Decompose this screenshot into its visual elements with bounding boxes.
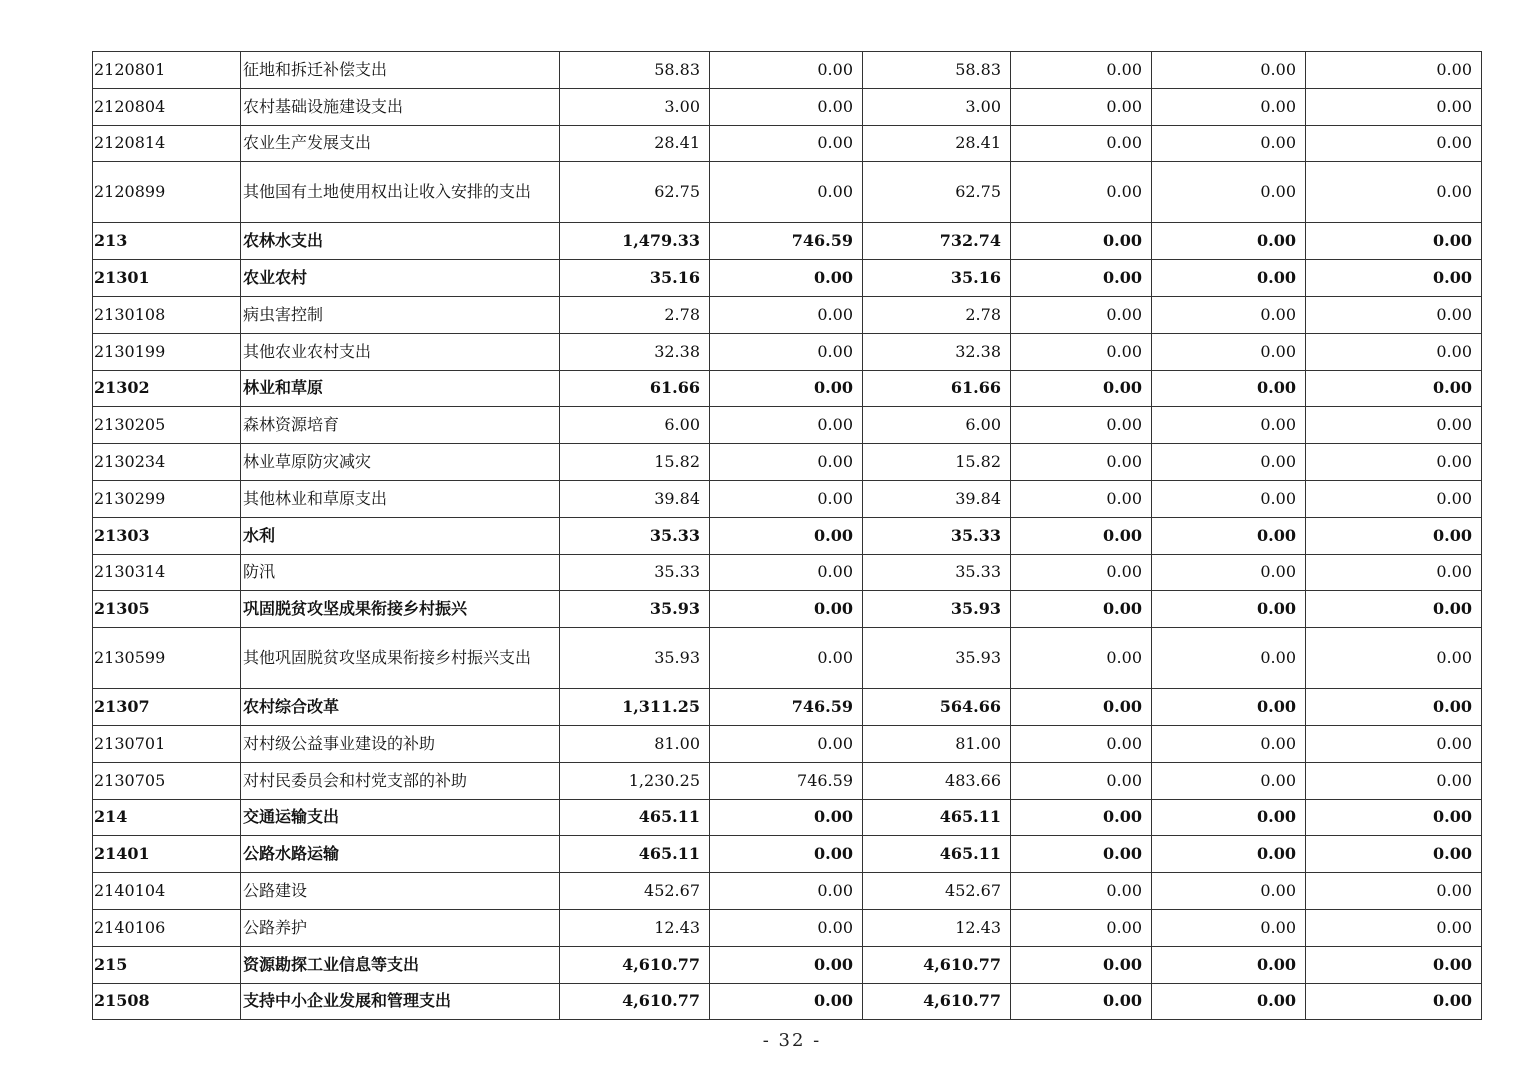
subject-code-cell: 2130199 <box>93 333 241 370</box>
table-row <box>93 554 1482 591</box>
amount-cell: 0.00 <box>710 517 863 554</box>
subject-code-cell: 2130701 <box>93 725 241 762</box>
amount-cell: 0.00 <box>710 554 863 591</box>
amount-cell: 0.00 <box>1011 836 1152 873</box>
table-row <box>93 223 1482 260</box>
amount-cell: 0.00 <box>1011 689 1152 726</box>
amount-cell: 0.00 <box>710 88 863 125</box>
amount-cell: 465.11 <box>560 836 710 873</box>
amount-cell: 0.00 <box>1011 88 1152 125</box>
amount-cell: 39.84 <box>863 480 1011 517</box>
amount-cell: 0.00 <box>710 983 863 1020</box>
subject-code-cell: 21303 <box>93 517 241 554</box>
amount-cell: 0.00 <box>1011 628 1152 689</box>
amount-cell: 452.67 <box>863 873 1011 910</box>
subject-name-cell: 农村基础设施建设支出 <box>241 88 560 125</box>
subject-name-cell: 公路建设 <box>241 873 560 910</box>
document-page <box>92 51 1481 1020</box>
subject-name-cell: 公路养护 <box>241 909 560 946</box>
subject-name-cell: 农业农村 <box>241 260 560 297</box>
amount-cell: 0.00 <box>1011 52 1152 89</box>
amount-cell: 0.00 <box>710 333 863 370</box>
amount-cell: 0.00 <box>1306 909 1482 946</box>
subject-name-cell: 征地和拆迁补偿支出 <box>241 52 560 89</box>
amount-cell: 0.00 <box>1152 836 1306 873</box>
amount-cell: 0.00 <box>1152 407 1306 444</box>
amount-cell: 0.00 <box>1306 836 1482 873</box>
amount-cell: 0.00 <box>710 799 863 836</box>
amount-cell: 0.00 <box>1152 628 1306 689</box>
amount-cell: 0.00 <box>710 407 863 444</box>
subject-code-cell: 2140106 <box>93 909 241 946</box>
amount-cell: 0.00 <box>1306 946 1482 983</box>
amount-cell: 35.33 <box>863 517 1011 554</box>
subject-name-cell: 病虫害控制 <box>241 296 560 333</box>
amount-cell: 4,610.77 <box>863 946 1011 983</box>
amount-cell: 0.00 <box>710 52 863 89</box>
amount-cell: 0.00 <box>1152 591 1306 628</box>
amount-cell: 0.00 <box>710 909 863 946</box>
subject-code-cell: 21305 <box>93 591 241 628</box>
amount-cell: 32.38 <box>863 333 1011 370</box>
amount-cell: 35.33 <box>863 554 1011 591</box>
amount-cell: 28.41 <box>560 125 710 162</box>
amount-cell: 6.00 <box>560 407 710 444</box>
amount-cell: 62.75 <box>560 162 710 223</box>
amount-cell: 0.00 <box>1152 799 1306 836</box>
amount-cell: 0.00 <box>1306 517 1482 554</box>
amount-cell: 0.00 <box>1011 591 1152 628</box>
subject-name-cell: 巩固脱贫攻坚成果衔接乡村振兴 <box>241 591 560 628</box>
table-row <box>93 836 1482 873</box>
amount-cell: 1,311.25 <box>560 689 710 726</box>
table-row <box>93 333 1482 370</box>
amount-cell: 0.00 <box>1152 873 1306 910</box>
subject-name-cell: 对村级公益事业建设的补助 <box>241 725 560 762</box>
amount-cell: 0.00 <box>710 873 863 910</box>
subject-name-cell: 对村民委员会和村党支部的补助 <box>241 762 560 799</box>
amount-cell: 0.00 <box>1011 125 1152 162</box>
subject-name-cell: 林业和草原 <box>241 370 560 407</box>
amount-cell: 15.82 <box>863 444 1011 481</box>
amount-cell: 35.93 <box>863 591 1011 628</box>
amount-cell: 0.00 <box>710 836 863 873</box>
amount-cell: 0.00 <box>1152 125 1306 162</box>
amount-cell: 35.93 <box>863 628 1011 689</box>
expenditure-table <box>92 51 1482 1020</box>
amount-cell: 746.59 <box>710 762 863 799</box>
amount-cell: 0.00 <box>1011 260 1152 297</box>
amount-cell: 39.84 <box>560 480 710 517</box>
subject-code-cell: 2130705 <box>93 762 241 799</box>
amount-cell: 35.93 <box>560 591 710 628</box>
subject-code-cell: 2120804 <box>93 88 241 125</box>
amount-cell: 0.00 <box>1011 909 1152 946</box>
table-row <box>93 480 1482 517</box>
subject-name-cell: 资源勘探工业信息等支出 <box>241 946 560 983</box>
amount-cell: 2.78 <box>560 296 710 333</box>
amount-cell: 0.00 <box>710 296 863 333</box>
amount-cell: 0.00 <box>1011 480 1152 517</box>
amount-cell: 0.00 <box>710 946 863 983</box>
subject-name-cell: 林业草原防灾减灾 <box>241 444 560 481</box>
amount-cell: 0.00 <box>1306 333 1482 370</box>
amount-cell: 61.66 <box>560 370 710 407</box>
amount-cell: 0.00 <box>1152 88 1306 125</box>
subject-name-cell: 水利 <box>241 517 560 554</box>
amount-cell: 0.00 <box>1011 333 1152 370</box>
amount-cell: 0.00 <box>1011 517 1152 554</box>
amount-cell: 0.00 <box>1152 52 1306 89</box>
amount-cell: 1,230.25 <box>560 762 710 799</box>
amount-cell: 0.00 <box>1152 370 1306 407</box>
amount-cell: 0.00 <box>710 370 863 407</box>
amount-cell: 0.00 <box>710 591 863 628</box>
amount-cell: 465.11 <box>863 836 1011 873</box>
amount-cell: 0.00 <box>710 162 863 223</box>
subject-name-cell: 森林资源培育 <box>241 407 560 444</box>
amount-cell: 0.00 <box>1306 689 1482 726</box>
amount-cell: 0.00 <box>710 260 863 297</box>
amount-cell: 0.00 <box>1152 444 1306 481</box>
amount-cell: 4,610.77 <box>863 983 1011 1020</box>
subject-code-cell: 2130234 <box>93 444 241 481</box>
table-row <box>93 370 1482 407</box>
table-row <box>93 628 1482 689</box>
amount-cell: 0.00 <box>1306 52 1482 89</box>
amount-cell: 0.00 <box>1011 873 1152 910</box>
amount-cell: 0.00 <box>1306 983 1482 1020</box>
table-row <box>93 296 1482 333</box>
amount-cell: 0.00 <box>1306 799 1482 836</box>
amount-cell: 0.00 <box>1306 591 1482 628</box>
subject-name-cell: 公路水路运输 <box>241 836 560 873</box>
amount-cell: 465.11 <box>863 799 1011 836</box>
amount-cell: 0.00 <box>1306 223 1482 260</box>
subject-name-cell: 其他林业和草原支出 <box>241 480 560 517</box>
amount-cell: 0.00 <box>1152 689 1306 726</box>
amount-cell: 35.16 <box>560 260 710 297</box>
amount-cell: 0.00 <box>1152 554 1306 591</box>
amount-cell: 0.00 <box>1011 223 1152 260</box>
amount-cell: 0.00 <box>1306 628 1482 689</box>
subject-code-cell: 2140104 <box>93 873 241 910</box>
amount-cell: 0.00 <box>1152 296 1306 333</box>
subject-code-cell: 2130314 <box>93 554 241 591</box>
amount-cell: 81.00 <box>863 725 1011 762</box>
amount-cell: 62.75 <box>863 162 1011 223</box>
amount-cell: 32.38 <box>560 333 710 370</box>
amount-cell: 1,479.33 <box>560 223 710 260</box>
subject-code-cell: 213 <box>93 223 241 260</box>
amount-cell: 35.33 <box>560 554 710 591</box>
amount-cell: 0.00 <box>1152 983 1306 1020</box>
amount-cell: 3.00 <box>560 88 710 125</box>
subject-code-cell: 2130108 <box>93 296 241 333</box>
table-row <box>93 88 1482 125</box>
amount-cell: 0.00 <box>1152 762 1306 799</box>
amount-cell: 0.00 <box>1306 260 1482 297</box>
table-row <box>93 444 1482 481</box>
amount-cell: 2.78 <box>863 296 1011 333</box>
subject-name-cell: 农村综合改革 <box>241 689 560 726</box>
amount-cell: 81.00 <box>560 725 710 762</box>
amount-cell: 35.93 <box>560 628 710 689</box>
amount-cell: 3.00 <box>863 88 1011 125</box>
amount-cell: 0.00 <box>1306 407 1482 444</box>
amount-cell: 58.83 <box>560 52 710 89</box>
amount-cell: 0.00 <box>1306 125 1482 162</box>
amount-cell: 0.00 <box>1306 370 1482 407</box>
table-row <box>93 689 1482 726</box>
amount-cell: 0.00 <box>1306 873 1482 910</box>
subject-code-cell: 215 <box>93 946 241 983</box>
amount-cell: 35.16 <box>863 260 1011 297</box>
table-row <box>93 909 1482 946</box>
amount-cell: 15.82 <box>560 444 710 481</box>
amount-cell: 0.00 <box>1152 333 1306 370</box>
amount-cell: 0.00 <box>1011 762 1152 799</box>
amount-cell: 0.00 <box>1306 725 1482 762</box>
table-row <box>93 799 1482 836</box>
amount-cell: 61.66 <box>863 370 1011 407</box>
amount-cell: 0.00 <box>1152 260 1306 297</box>
amount-cell: 0.00 <box>1306 554 1482 591</box>
subject-name-cell: 农业生产发展支出 <box>241 125 560 162</box>
table-row <box>93 517 1482 554</box>
subject-code-cell: 2130205 <box>93 407 241 444</box>
amount-cell: 6.00 <box>863 407 1011 444</box>
amount-cell: 0.00 <box>1011 946 1152 983</box>
amount-cell: 0.00 <box>1011 725 1152 762</box>
amount-cell: 0.00 <box>1306 762 1482 799</box>
amount-cell: 0.00 <box>1011 162 1152 223</box>
amount-cell: 0.00 <box>1152 480 1306 517</box>
subject-code-cell: 2130599 <box>93 628 241 689</box>
amount-cell: 0.00 <box>1011 983 1152 1020</box>
table-body <box>93 52 1482 1020</box>
subject-name-cell: 交通运输支出 <box>241 799 560 836</box>
amount-cell: 732.74 <box>863 223 1011 260</box>
amount-cell: 28.41 <box>863 125 1011 162</box>
table-row <box>93 260 1482 297</box>
subject-code-cell: 21401 <box>93 836 241 873</box>
amount-cell: 0.00 <box>1306 444 1482 481</box>
amount-cell: 4,610.77 <box>560 983 710 1020</box>
amount-cell: 0.00 <box>710 725 863 762</box>
subject-code-cell: 21301 <box>93 260 241 297</box>
table-row <box>93 407 1482 444</box>
table-row <box>93 125 1482 162</box>
amount-cell: 564.66 <box>863 689 1011 726</box>
table-row <box>93 983 1482 1020</box>
table-row <box>93 162 1482 223</box>
amount-cell: 0.00 <box>1152 725 1306 762</box>
amount-cell: 0.00 <box>1011 370 1152 407</box>
subject-code-cell: 2130299 <box>93 480 241 517</box>
amount-cell: 0.00 <box>710 480 863 517</box>
amount-cell: 0.00 <box>1152 517 1306 554</box>
subject-code-cell: 2120899 <box>93 162 241 223</box>
amount-cell: 746.59 <box>710 223 863 260</box>
table-row <box>93 762 1482 799</box>
subject-name-cell: 农林水支出 <box>241 223 560 260</box>
subject-name-cell: 其他国有土地使用权出让收入安排的支出 <box>241 162 560 223</box>
table-row <box>93 52 1482 89</box>
subject-name-cell: 防汛 <box>241 554 560 591</box>
amount-cell: 452.67 <box>560 873 710 910</box>
table-row <box>93 591 1482 628</box>
table-row <box>93 725 1482 762</box>
amount-cell: 0.00 <box>1011 799 1152 836</box>
subject-name-cell: 支持中小企业发展和管理支出 <box>241 983 560 1020</box>
amount-cell: 0.00 <box>710 628 863 689</box>
subject-code-cell: 21508 <box>93 983 241 1020</box>
amount-cell: 12.43 <box>560 909 710 946</box>
subject-code-cell: 21302 <box>93 370 241 407</box>
amount-cell: 4,610.77 <box>560 946 710 983</box>
amount-cell: 0.00 <box>1152 909 1306 946</box>
amount-cell: 0.00 <box>1011 444 1152 481</box>
subject-code-cell: 214 <box>93 799 241 836</box>
amount-cell: 12.43 <box>863 909 1011 946</box>
subject-code-cell: 2120801 <box>93 52 241 89</box>
amount-cell: 58.83 <box>863 52 1011 89</box>
subject-name-cell: 其他农业农村支出 <box>241 333 560 370</box>
amount-cell: 0.00 <box>1306 480 1482 517</box>
amount-cell: 483.66 <box>863 762 1011 799</box>
amount-cell: 746.59 <box>710 689 863 726</box>
subject-name-cell: 其他巩固脱贫攻坚成果衔接乡村振兴支出 <box>241 628 560 689</box>
amount-cell: 0.00 <box>1152 162 1306 223</box>
subject-code-cell: 2120814 <box>93 125 241 162</box>
amount-cell: 0.00 <box>1152 946 1306 983</box>
amount-cell: 465.11 <box>560 799 710 836</box>
amount-cell: 0.00 <box>1306 296 1482 333</box>
amount-cell: 0.00 <box>1306 88 1482 125</box>
amount-cell: 0.00 <box>1011 296 1152 333</box>
amount-cell: 35.33 <box>560 517 710 554</box>
amount-cell: 0.00 <box>1011 407 1152 444</box>
page-number: - 32 - <box>762 1030 822 1051</box>
table-row <box>93 873 1482 910</box>
amount-cell: 0.00 <box>1011 554 1152 591</box>
amount-cell: 0.00 <box>710 444 863 481</box>
amount-cell: 0.00 <box>710 125 863 162</box>
subject-code-cell: 21307 <box>93 689 241 726</box>
table-row <box>93 946 1482 983</box>
amount-cell: 0.00 <box>1152 223 1306 260</box>
amount-cell: 0.00 <box>1306 162 1482 223</box>
